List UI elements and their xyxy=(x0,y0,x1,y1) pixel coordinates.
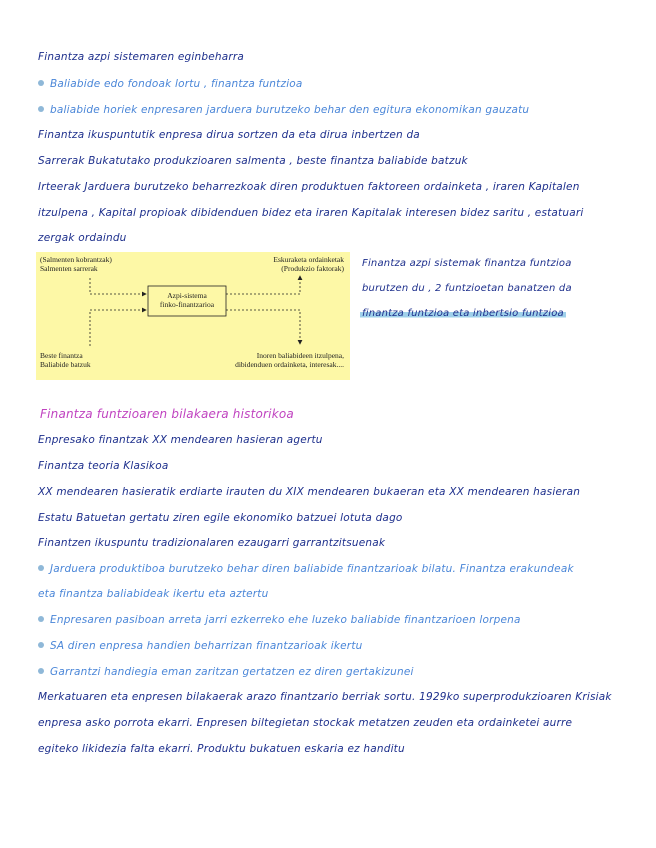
note-heading: Finantza azpi sistemaren eginbeharra xyxy=(38,51,245,63)
diagram-bottom-right-1: Inoren baliabideen itzulpena, xyxy=(256,351,344,360)
note-line: Estatu Batuetan gertatu ziren egile ekonomiko batzuei lotuta dago xyxy=(38,512,403,524)
note-line: eta finantza baliabideak ikertu eta aztertu xyxy=(38,588,269,600)
diagram-top-right-2: (Produkzio faktorak) xyxy=(281,264,344,273)
note-bullet: Garrantzi handiegia eman zaritzan gertatzen ez diren gertakizunei xyxy=(38,665,414,679)
note-line: Finantza ikuspuntutik enpresa dirua sortzen da eta dirua inbertzen da xyxy=(38,129,420,141)
section-title: Finantza funtzioaren bilakaera historikoa xyxy=(40,407,294,421)
note-bullet: Baliabide edo fondoak lortu , finantza funtzioa xyxy=(38,77,303,91)
diagram-top-left-2: Salmenten sarrerak xyxy=(40,264,98,273)
note-line: itzulpena , Kapital propioak dibidenduen bidez eta iraren Kapitalak interesen bidez saritu , estatuari xyxy=(38,207,584,219)
finance-subsystem-diagram xyxy=(36,252,350,380)
diagram-center-1: Azpi-sistema xyxy=(167,291,207,300)
note-line: enpresa asko porrota ekarri. Enpresen biltegietan stockak metatzen zeuden eta ordainketei aurre xyxy=(38,717,573,729)
note-line: Irteerak Jarduera burutzeko beharrezkoak diren produktuen faktoreen ordainketa , iraren Kapitalen xyxy=(38,181,580,193)
diagram-bottom-left-1: Beste finantza xyxy=(40,351,83,360)
note-line: egiteko likidezia falta ekarri. Produktu bukatuen eskaria ez handitu xyxy=(38,743,405,755)
side-note-line: Finantza azpi sistemak finantza funtzioa xyxy=(362,258,572,269)
note-bullet: Jarduera produktiboa burutzeko behar diren baliabide finantzarioak bilatu. Finantza erakundeak xyxy=(38,562,574,576)
side-note-line: burutzen du , 2 funtzioetan banatzen da xyxy=(362,283,572,294)
note-line: Merkatuaren eta enpresen bilakaerak arazo finantzario berriak sortu. 1929ko superprodukzioaren Krisiak xyxy=(38,691,612,703)
diagram-top-right-1: Eskuraketa ordainketak xyxy=(273,255,344,264)
diagram-center-2: finko-finantzarioa xyxy=(159,300,215,309)
note-subheading: Finantza teoria Klasikoa xyxy=(38,460,169,472)
diagram-bottom-left-2: Baliabide batzuk xyxy=(40,360,91,369)
note-line: Finantzen ikuspuntu tradizionalaren ezaugarri garrantzitsuenak xyxy=(38,537,386,549)
diagram-top-left-1: (Salmenten kobrantzak) xyxy=(40,255,112,264)
side-note-highlighted-text: finantza funtzioa eta inbertsio funtzioa xyxy=(362,308,564,319)
note-line: XX mendearen hasieratik erdiarte irauten du XIX mendearen bukaeran eta XX mendearen hasieran xyxy=(38,486,581,498)
note-line: zergak ordaindu xyxy=(38,232,127,244)
side-note-highlight xyxy=(360,307,566,321)
diagram-bottom-right-2: dibidenduen ordainketa, interesak.... xyxy=(235,360,344,369)
note-bullet: Enpresaren pasiboan arreta jarri ezkerreko ehe luzeko baliabide finantzarioen lorpena xyxy=(38,613,521,627)
note-bullet: SA diren enpresa handien beharrizan finantzarioak ikertu xyxy=(38,639,363,653)
note-line: Sarrerak Bukatutako produkzioaren salmenta , beste finantza baliabide batzuk xyxy=(38,155,468,167)
note-bullet: baliabide horiek enpresaren jarduera burutzeko behar den egitura ekonomikan gauzatu xyxy=(38,103,529,117)
note-line: Enpresako finantzak XX mendearen hasieran agertu xyxy=(38,434,323,446)
